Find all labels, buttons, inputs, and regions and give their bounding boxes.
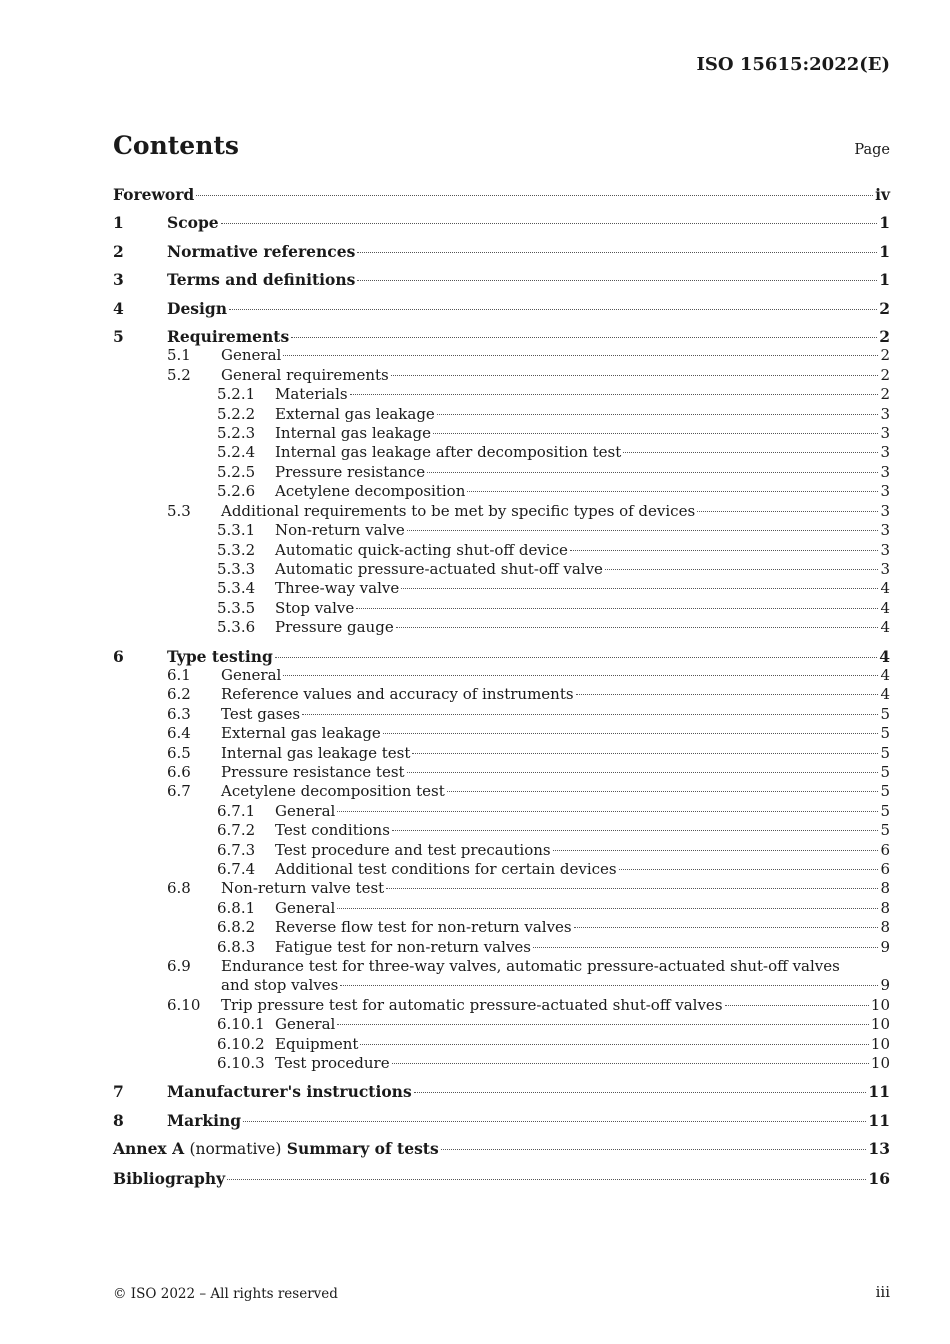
toc-number: 5.3.3 <box>217 559 256 578</box>
toc-page: 6 <box>880 840 890 859</box>
toc-page: 9 <box>880 976 890 995</box>
toc-entry-foreword[interactable] <box>113 185 890 204</box>
toc-label: Non-return valve <box>275 521 405 540</box>
toc-label: Acetylene decomposition <box>275 482 466 501</box>
leader-dots <box>437 414 879 415</box>
page-title: Contents <box>113 131 240 160</box>
toc-label: Three-way valve <box>275 579 400 598</box>
toc-entry-5-2-1[interactable] <box>113 385 890 404</box>
toc-page: 5 <box>880 724 890 743</box>
toc-page: 13 <box>868 1139 890 1159</box>
toc-page: 4 <box>879 646 890 666</box>
toc-page: 2 <box>880 365 890 384</box>
toc-number: 5.3.6 <box>217 618 256 637</box>
toc-entry-6-10-1[interactable] <box>113 1015 890 1034</box>
leader-dots <box>196 195 873 196</box>
leader-dots <box>576 694 879 695</box>
toc-label: Design <box>167 298 228 318</box>
toc-label: Test gases <box>221 704 301 723</box>
toc-page: 3 <box>880 482 890 501</box>
toc-label: External gas leakage <box>221 724 381 743</box>
leader-dots <box>386 888 878 889</box>
leader-dots <box>697 511 878 512</box>
leader-dots <box>412 753 878 754</box>
toc-number: 6.8.3 <box>217 937 256 956</box>
toc-label: General <box>221 665 282 684</box>
annex-title: Summary of tests <box>286 1139 439 1159</box>
leader-dots <box>360 1044 869 1045</box>
toc-page: 6 <box>880 860 890 878</box>
toc-page: 3 <box>880 462 890 481</box>
toc-number: 6.7.2 <box>217 821 256 840</box>
toc-label: Reverse flow test for non-return valves <box>275 918 572 937</box>
toc-page: 1 <box>879 270 890 290</box>
toc-entry-5-2-2[interactable] <box>113 405 890 424</box>
leader-dots <box>619 869 879 870</box>
toc-entry-4[interactable] <box>113 299 890 318</box>
toc-entry-5-2[interactable] <box>113 366 890 385</box>
toc-label-continued: and stop valves <box>221 976 339 995</box>
toc-entry-6-7-3[interactable] <box>113 841 890 860</box>
toc-page: 10 <box>870 1054 890 1073</box>
leader-dots <box>392 830 879 831</box>
toc-number: 5.2.5 <box>217 462 256 481</box>
page-column-label: Page <box>854 142 890 158</box>
toc-number: 5.2 <box>167 365 191 384</box>
leader-dots <box>391 375 879 376</box>
toc-label: Internal gas leakage <box>275 424 431 443</box>
toc-label: General <box>275 801 336 820</box>
toc-label: Equipment <box>275 1034 359 1053</box>
toc-number: 3 <box>113 270 124 290</box>
toc-label: Test procedure and test precautions <box>275 840 551 859</box>
toc-label: Bibliography <box>113 1168 226 1188</box>
toc-entry-5-3[interactable] <box>113 502 890 521</box>
toc-entry-5-2-3[interactable] <box>113 424 890 443</box>
toc-number: 5.2.4 <box>217 443 256 462</box>
toc-entry-6-7-4[interactable] <box>113 860 890 879</box>
leader-dots <box>221 223 878 224</box>
leader-dots <box>605 569 879 570</box>
toc-label: Requirements <box>167 327 290 347</box>
toc-label: Pressure resistance test <box>221 762 405 781</box>
toc-number: 2 <box>113 241 124 261</box>
toc-label: Materials <box>275 385 348 404</box>
toc-number: 5.3.4 <box>217 579 256 598</box>
toc-number: 6.7 <box>167 782 191 801</box>
toc-label: Terms and definitions <box>167 270 356 290</box>
toc-page: 9 <box>880 937 890 956</box>
toc-page: 8 <box>880 918 890 937</box>
leader-dots <box>467 491 878 492</box>
toc-entry-5-3-1[interactable] <box>113 521 890 540</box>
leader-dots <box>396 627 879 628</box>
toc-label: Endurance test for three-way valves, automatic pressure-actuated shut-off valves <box>221 957 840 976</box>
toc-entry-6-10-2[interactable] <box>113 1035 890 1054</box>
toc-page: 4 <box>880 618 890 637</box>
toc-entry-6-8-1[interactable] <box>113 899 890 918</box>
toc-label: Normative references <box>167 241 356 261</box>
toc-page: 5 <box>880 762 890 781</box>
toc-entry-6-8-2[interactable] <box>113 918 890 937</box>
toc-page: 4 <box>880 579 890 598</box>
toc-page: 3 <box>880 424 890 443</box>
toc-entry-5[interactable] <box>113 327 890 346</box>
toc-number: 7 <box>113 1082 124 1102</box>
toc-number: 6 <box>113 646 124 666</box>
toc-page: 10 <box>870 1015 890 1034</box>
toc-label: Additional requirements to be met by specific types of devices <box>221 501 696 520</box>
toc-entry-1[interactable] <box>113 213 890 232</box>
toc-page: 2 <box>880 346 890 365</box>
toc-label: Trip pressure test for automatic pressure-actuated shut-off valves <box>221 995 723 1014</box>
leader-dots <box>337 811 878 812</box>
toc-entry-2[interactable] <box>113 242 890 261</box>
toc-number: 6.7.1 <box>217 801 256 820</box>
toc-page: 5 <box>880 743 890 762</box>
toc-entry-5-3-3[interactable] <box>113 560 890 579</box>
toc-label: General <box>221 346 282 365</box>
toc-page: iv <box>875 185 890 204</box>
toc-number: 5.2.3 <box>217 424 256 443</box>
toc-label: Non-return valve test <box>221 879 385 898</box>
toc-page: 4 <box>880 665 890 684</box>
leader-dots <box>407 772 879 773</box>
toc-page: 8 <box>880 898 890 917</box>
toc-page: 4 <box>880 685 890 704</box>
toc-label: Fatigue test for non-return valves <box>275 937 532 956</box>
toc-label: Additional test conditions for certain devices <box>275 860 617 878</box>
leader-dots <box>383 733 879 734</box>
toc-label: Type testing <box>167 646 273 666</box>
toc-number: 6.10.1 <box>217 1015 265 1034</box>
leader-dots <box>441 1149 867 1150</box>
toc-page: 1 <box>879 241 890 261</box>
leader-dots <box>275 657 877 658</box>
toc-page: 3 <box>880 521 890 540</box>
leader-dots <box>350 394 879 395</box>
toc-page: 2 <box>879 298 890 318</box>
toc-number: 6.7.4 <box>217 860 256 878</box>
toc-number: 5.3.5 <box>217 598 256 617</box>
toc-label: Automatic pressure-actuated shut-off valve <box>275 559 603 578</box>
toc-page: 3 <box>880 559 890 578</box>
toc-label: Acetylene decomposition test <box>221 782 445 801</box>
toc-page: 5 <box>880 782 890 801</box>
toc-number: 6.8.2 <box>217 918 256 937</box>
toc-entry-5-2-6[interactable] <box>113 482 890 501</box>
leader-dots <box>392 1063 869 1064</box>
toc-number: 5.2.6 <box>217 482 256 501</box>
toc-entry-6-10-3[interactable] <box>113 1054 890 1073</box>
leader-dots <box>570 550 879 551</box>
page-number: iii <box>875 1283 890 1301</box>
toc-number: 5.3 <box>167 501 191 520</box>
toc-entry-5-2-5[interactable] <box>113 463 890 482</box>
toc-entry-6-8[interactable] <box>113 879 890 898</box>
toc-entry-5-2-4[interactable] <box>113 443 890 462</box>
leader-dots <box>302 714 878 715</box>
toc-number: 6.3 <box>167 704 191 723</box>
toc-number: 5.2.2 <box>217 404 256 423</box>
leader-dots <box>243 1121 866 1122</box>
toc-number: 4 <box>113 298 124 318</box>
leader-dots <box>623 452 878 453</box>
leader-dots <box>283 675 878 676</box>
toc-number: 6.8 <box>167 879 191 898</box>
toc-label: General <box>275 898 336 917</box>
leader-dots <box>427 472 878 473</box>
toc-label <box>113 1139 439 1159</box>
leader-dots <box>337 908 878 909</box>
leader-dots <box>407 530 879 531</box>
toc-entry-6-2[interactable] <box>113 685 890 704</box>
toc-number: 1 <box>113 213 124 233</box>
toc-label: Test conditions <box>275 821 390 840</box>
toc-entry-6-5[interactable] <box>113 744 890 763</box>
toc-entry-5-1[interactable] <box>113 346 890 365</box>
toc-entry-6[interactable] <box>113 647 890 666</box>
toc-number: 5.3.1 <box>217 521 256 540</box>
toc-entry-6-1[interactable] <box>113 666 890 685</box>
toc-page: 3 <box>880 443 890 462</box>
toc-entry-5-3-5[interactable] <box>113 599 890 618</box>
toc-label: Internal gas leakage test <box>221 743 411 762</box>
toc-number: 8 <box>113 1110 124 1130</box>
toc-page: 2 <box>880 385 890 404</box>
table-of-contents <box>113 185 890 1188</box>
toc-page: 10 <box>870 1034 890 1053</box>
toc-entry-bibliography[interactable] <box>113 1169 890 1188</box>
toc-entry-6-10[interactable] <box>113 996 890 1015</box>
toc-entry-6-7-1[interactable] <box>113 802 890 821</box>
toc-label: Pressure gauge <box>275 618 394 637</box>
toc-page: 8 <box>880 879 890 898</box>
toc-entry-3[interactable] <box>113 270 890 289</box>
toc-entry-5-3-4[interactable] <box>113 579 890 598</box>
toc-label: Manufacturer's instructions <box>167 1082 412 1102</box>
toc-page: 2 <box>879 327 890 347</box>
toc-page: 11 <box>868 1082 890 1102</box>
toc-entry-6-8-3[interactable] <box>113 938 890 957</box>
leader-dots <box>725 1005 869 1006</box>
leader-dots <box>227 1179 866 1180</box>
toc-page: 3 <box>880 404 890 423</box>
toc-number: 6.7.3 <box>217 840 256 859</box>
toc-entry-6-7[interactable] <box>113 782 890 801</box>
toc-page: 11 <box>868 1110 890 1130</box>
leader-dots <box>553 850 879 851</box>
toc-page: 5 <box>880 821 890 840</box>
toc-number: 5.3.2 <box>217 540 256 559</box>
toc-entry-5-3-2[interactable] <box>113 541 890 560</box>
toc-label: Pressure resistance <box>275 462 426 481</box>
toc-number: 5.2.1 <box>217 385 256 404</box>
leader-dots <box>533 947 878 948</box>
toc-page: 16 <box>868 1168 890 1188</box>
toc-entry-6-9[interactable] <box>113 957 890 996</box>
toc-number: 6.2 <box>167 685 191 704</box>
leader-dots <box>283 355 878 356</box>
leader-dots <box>357 252 877 253</box>
toc-number: 6.10.3 <box>217 1054 265 1073</box>
toc-label: Internal gas leakage after decomposition test <box>275 443 622 462</box>
toc-page: 3 <box>880 540 890 559</box>
toc-entry-8[interactable] <box>113 1111 890 1130</box>
leader-dots <box>337 1024 869 1025</box>
toc-number: 6.8.1 <box>217 898 256 917</box>
leader-dots <box>414 1092 867 1093</box>
leader-dots <box>433 433 878 434</box>
toc-number: 5 <box>113 327 124 347</box>
toc-label: Scope <box>167 213 219 233</box>
toc-page: 5 <box>880 801 890 820</box>
toc-label: Marking <box>167 1110 242 1130</box>
leader-dots <box>574 927 879 928</box>
leader-dots <box>356 608 878 609</box>
document-id: ISO 15615:2022(E) <box>696 54 890 75</box>
toc-page: 5 <box>880 704 890 723</box>
toc-page: 4 <box>880 598 890 617</box>
toc-number: 6.4 <box>167 724 191 743</box>
toc-number: 6.5 <box>167 743 191 762</box>
annex-prefix: Annex A <box>113 1139 185 1159</box>
toc-number: 6.9 <box>167 957 191 976</box>
toc-label: External gas leakage <box>275 404 435 423</box>
copyright-notice: © ISO 2022 – All rights reserved <box>113 1286 338 1302</box>
toc-label: Test procedure <box>275 1054 390 1073</box>
toc-page: 1 <box>879 213 890 233</box>
toc-page: 10 <box>870 995 890 1014</box>
toc-entry-6-4[interactable] <box>113 724 890 743</box>
toc-entry-6-3[interactable] <box>113 705 890 724</box>
toc-number: 6.10 <box>167 995 201 1014</box>
leader-dots <box>447 791 879 792</box>
toc-number: 6.10.2 <box>217 1034 265 1053</box>
leader-dots <box>401 588 878 589</box>
toc-entry-6-7-2[interactable] <box>113 821 890 840</box>
toc-label: Foreword <box>113 185 195 204</box>
toc-entry-7[interactable] <box>113 1082 890 1101</box>
toc-label: Automatic quick-acting shut-off device <box>275 540 568 559</box>
annex-type: (normative) <box>189 1140 282 1159</box>
toc-entry-annex-a[interactable] <box>113 1139 890 1159</box>
toc-entry-5-3-6[interactable] <box>113 618 890 637</box>
leader-dots <box>229 309 877 310</box>
toc-label: Reference values and accuracy of instruments <box>221 685 574 704</box>
toc-number: 5.1 <box>167 346 191 365</box>
toc-label: General <box>275 1015 336 1034</box>
toc-number: 6.1 <box>167 665 191 684</box>
toc-label: General requirements <box>221 365 389 384</box>
leader-dots <box>291 337 877 338</box>
toc-page: 3 <box>880 501 890 520</box>
leader-dots <box>340 985 878 986</box>
toc-number: 6.6 <box>167 762 191 781</box>
leader-dots <box>357 280 877 281</box>
toc-entry-6-6[interactable] <box>113 763 890 782</box>
toc-label: Stop valve <box>275 598 355 617</box>
